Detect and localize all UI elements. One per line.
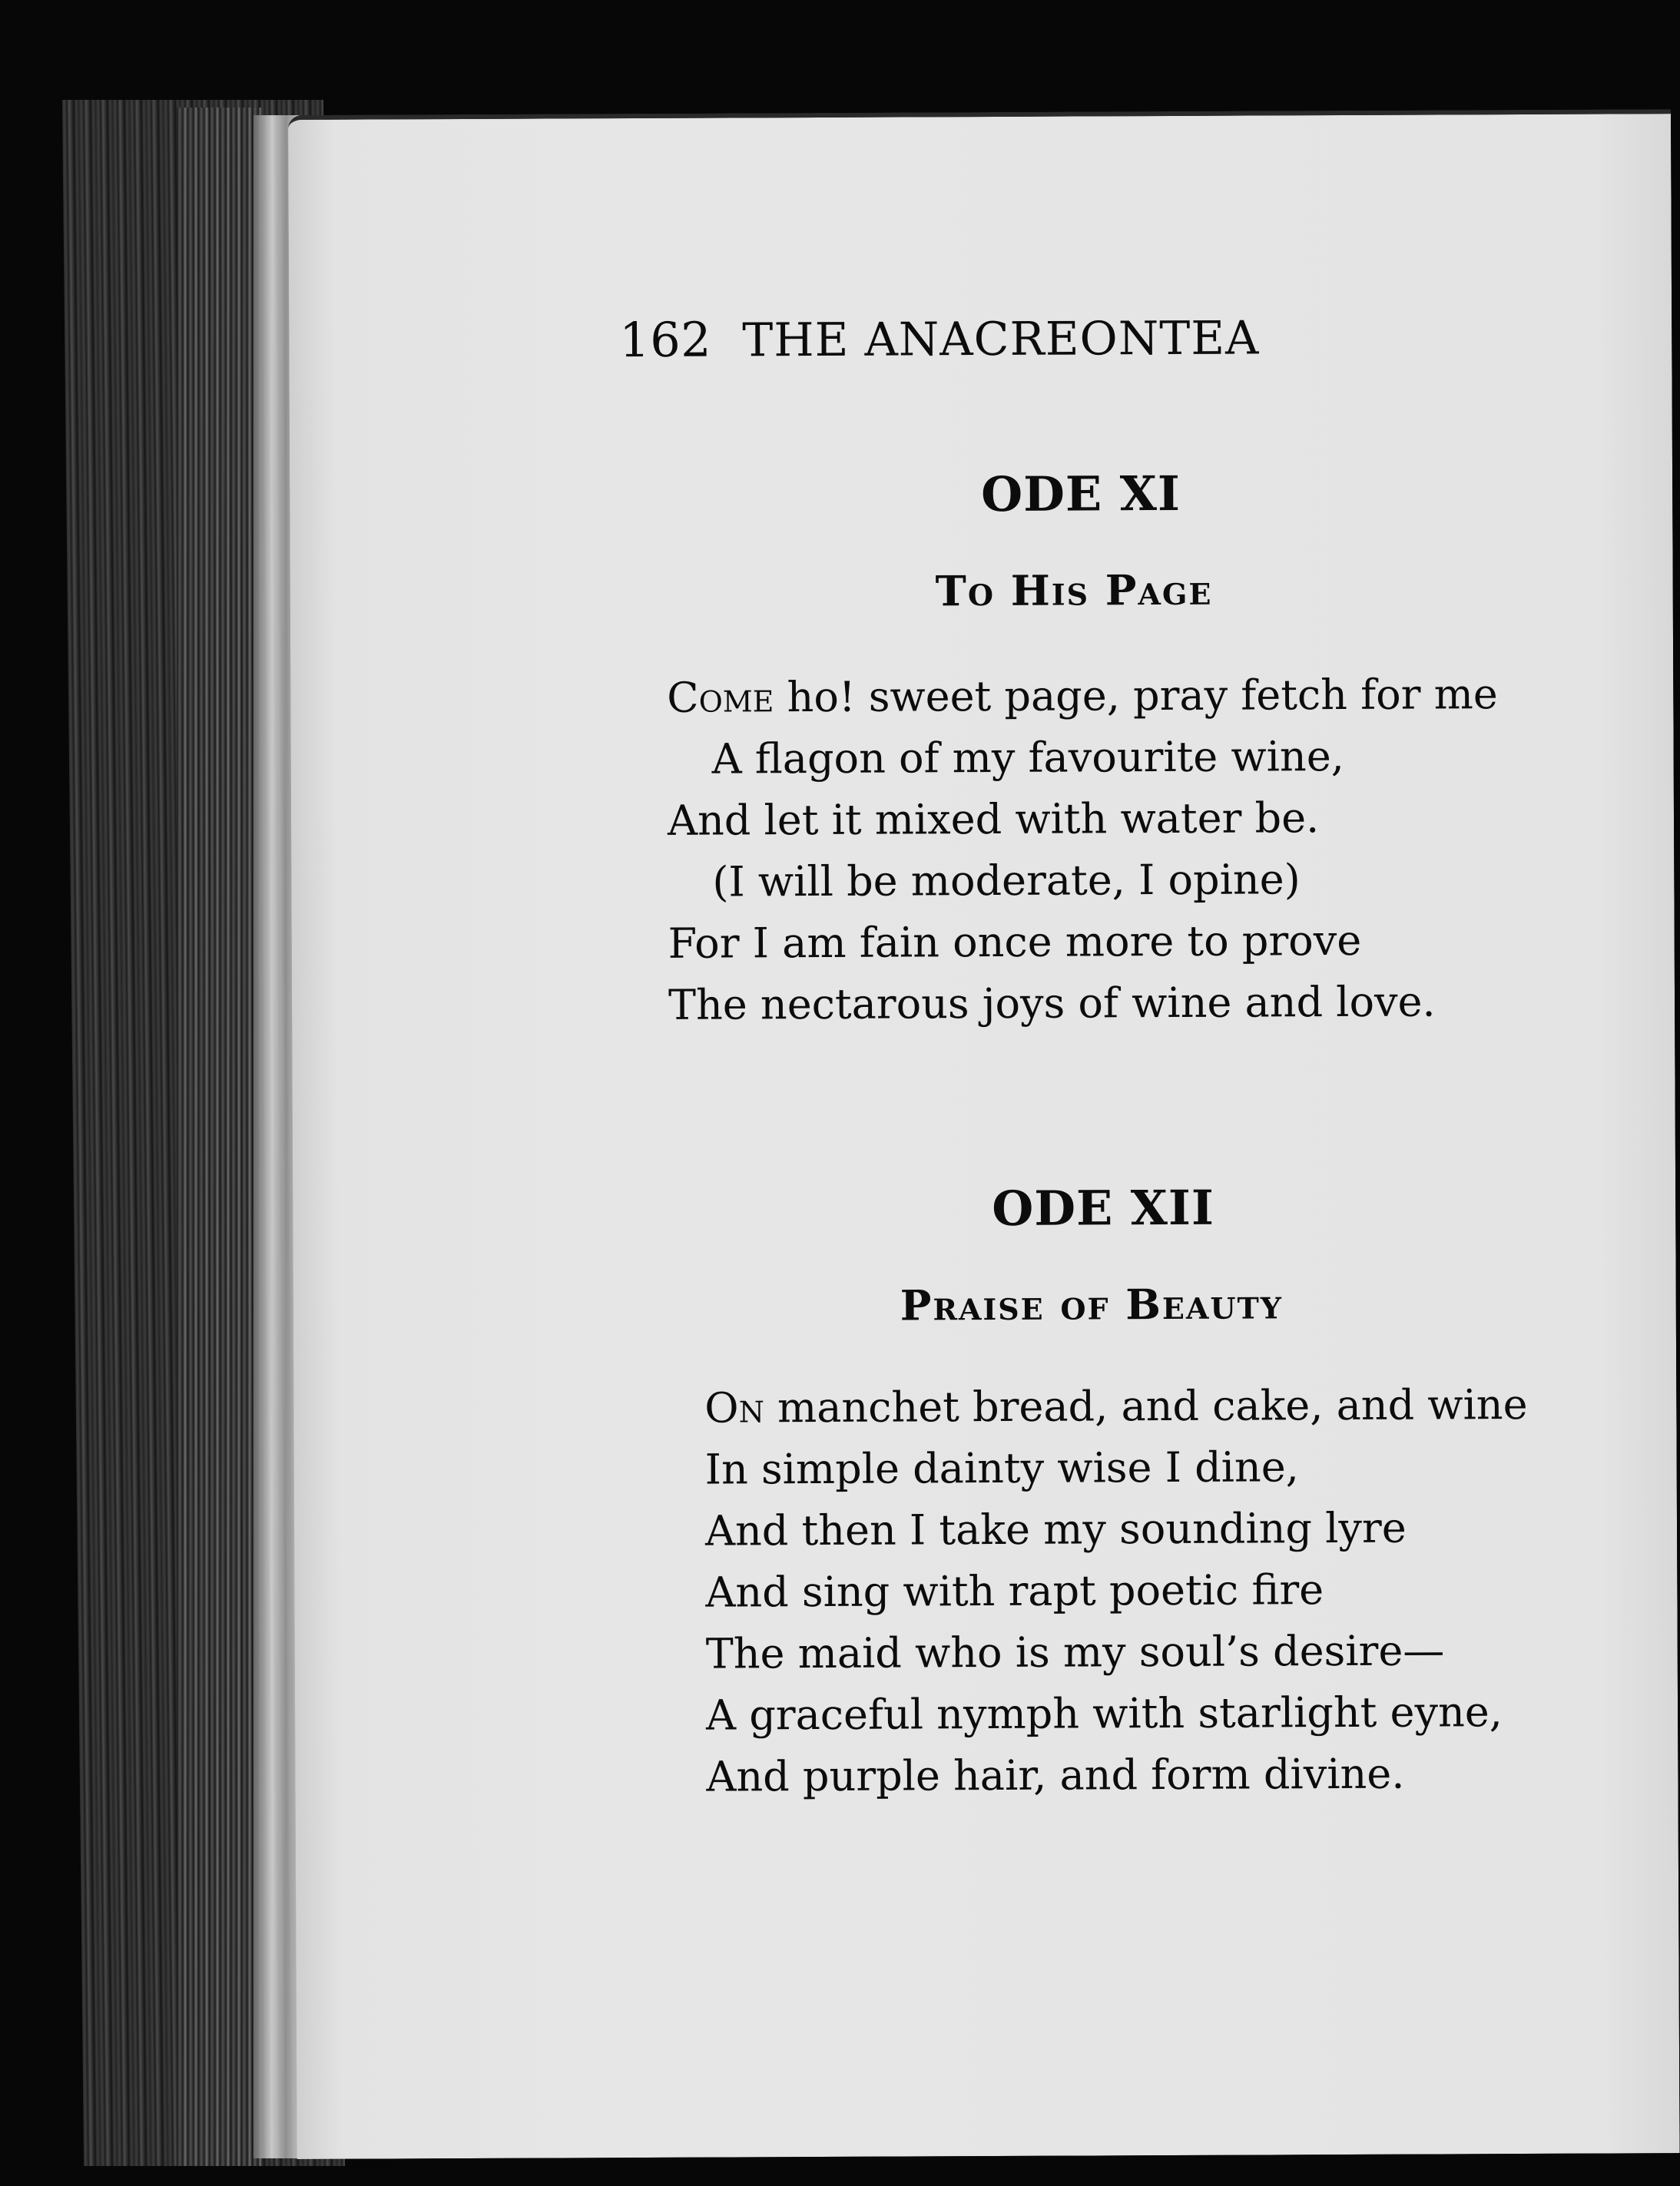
page-number: 162	[619, 311, 712, 369]
first-word-smallcaps: On	[704, 1383, 765, 1432]
poem-line-text: manchet bread, and cake, and wine	[764, 1379, 1528, 1432]
poem-stanza	[667, 664, 1499, 1036]
poem-line: A flagon of my favourite wine,	[711, 732, 1345, 783]
poem-line: And purple hair, and form divine.	[706, 1749, 1405, 1801]
ode-subtitle: To His Page	[935, 565, 1213, 616]
poem-line: A graceful nymph with starlight eyne,	[705, 1688, 1503, 1740]
poem-line: In simple dainty wise I dine,	[704, 1442, 1300, 1494]
first-word-smallcaps: Come	[667, 673, 774, 722]
poem-line: The nectarous joys of wine and love.	[668, 977, 1436, 1029]
book-title: THE ANACREONTEA	[742, 311, 1260, 368]
page-edge-shadow	[177, 108, 261, 2166]
ode-heading: ODE XI	[981, 465, 1181, 523]
poem-stanza	[704, 1374, 1529, 1808]
poem-line: (I will be moderate, I opine)	[712, 855, 1301, 906]
book-page	[288, 109, 1680, 2159]
poem-line: And then I take my sounding lyre	[704, 1503, 1407, 1555]
poem-line: The maid who is my soul’s desire—	[705, 1626, 1445, 1678]
ode-heading: ODE XII	[992, 1179, 1215, 1237]
poem-line	[704, 1374, 1528, 1439]
ode-subtitle: Praise of Beauty	[900, 1279, 1284, 1330]
running-head	[619, 309, 1259, 368]
poem-line: For I am fain once more to prove	[668, 916, 1362, 968]
poem-line: And let it mixed with water be.	[667, 793, 1320, 845]
poem-line	[667, 664, 1498, 729]
poem-line: And sing with rapt poetic fire	[705, 1565, 1324, 1617]
poem-line-text: ho! sweet page, pray fetch for me	[774, 670, 1498, 722]
